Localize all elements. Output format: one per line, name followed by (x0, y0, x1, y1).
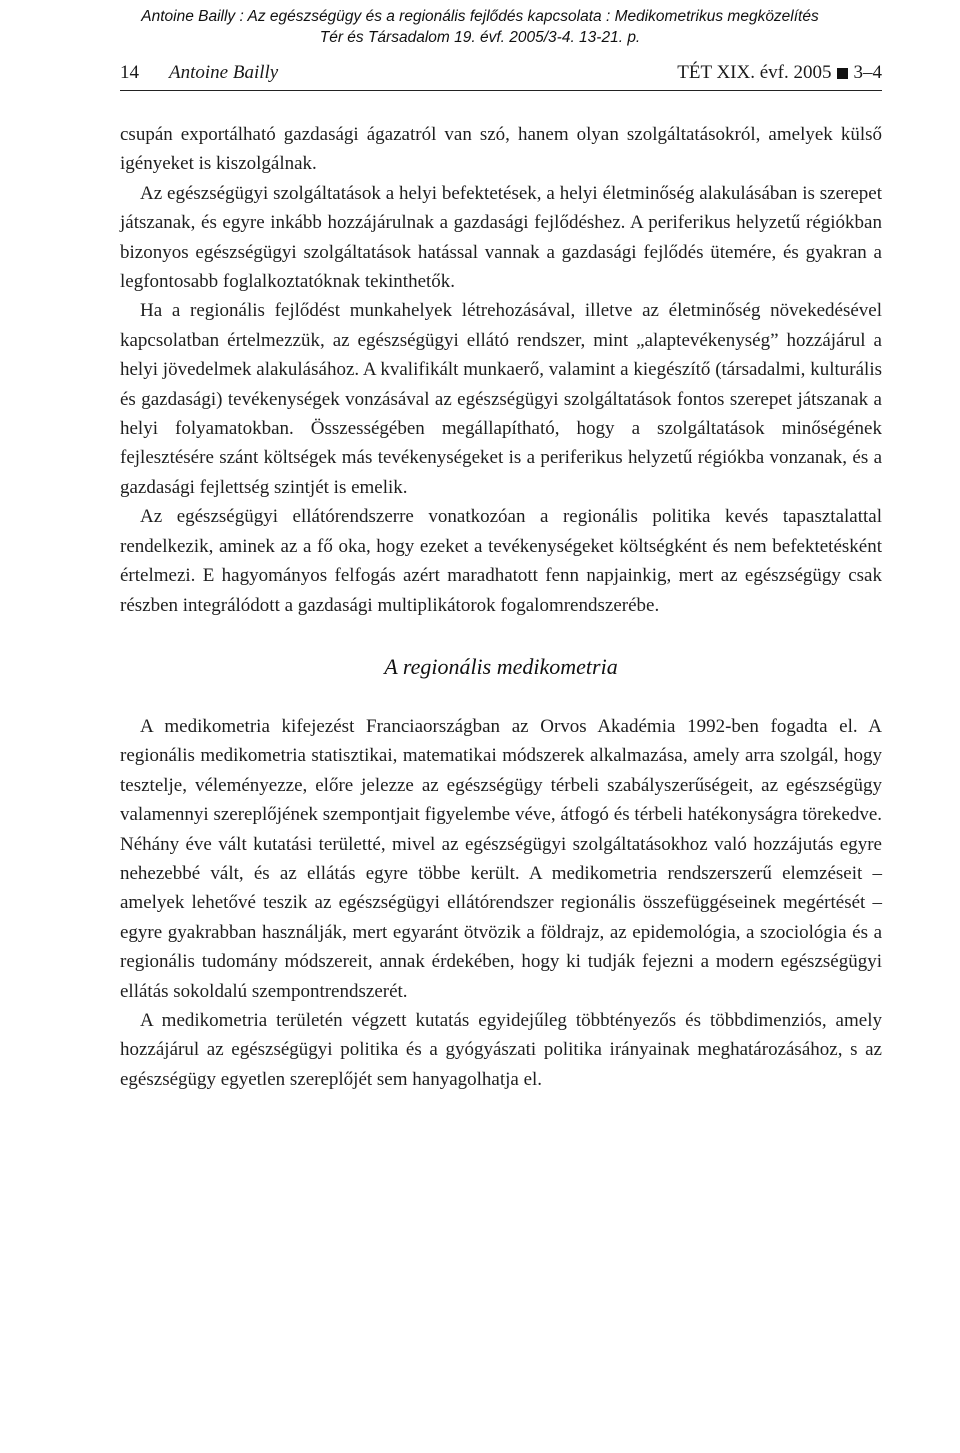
paragraph: Ha a regionális fejlődést munkahelyek létrehozásával, illetve az életminőség növekedésével kapcsolatban értelmezzük, az egészségügyi ellátó rendszer, mint „alaptevékenység” hozzájárul a helyi jövedelmek alakulásához. A kvalifikált munkaerő, valamint a kiegészítő (társadalmi, kulturális és gazdasági) tevékenységek vonzásával az egészségügyi szolgáltatások fontos szerepet játszanak a helyi folyamatokban. Összességében megállapítható, hogy a szolgáltatások minőségének fejlesztésére szánt költségek más tevékenységeket is a periferikus helyzetű régiókba vonzanak, és a gazdasági fejlettség szintjét is emelik. (120, 300, 882, 498)
journal-issue: 3–4 (853, 62, 882, 83)
paragraph: A medikometria kifejezést Franciaországban az Orvos Akadémia 1992-ben fogadta el. A regionális medikometria statisztikai, matematikai módszerek alkalmazása, amely arra szolgál, hogy tesztelje, véleményezze, előre jelezze az egészségügy térbeli szabályszerűségeit, az egészségügy valamennyi szereplőjének szempontjait figyelembe véve, átfogó és térbeli hatékonyságra törekedve. Néhány éve vált kutatási területté, mivel az egészségügyi szolgáltatásokhoz való hozzájutás egyre nehezebbé vált, és az ellátás egyre többe került. A medikometria rendszerszerű elemzéseit – amelyek lehetővé teszik az egészségügyi ellátórendszer regionális összefüggéseinek megértését – egyre gyakrabban használják, mert egyaránt ötvözik a földrajz, az epidemológia, a szociológia és a regionális tudomány módszereit, annak érdekében, hogy ki tudják fejezni a modern egészségügyi ellátás sokoldalú szempontrendszerét. (120, 715, 882, 1002)
journal-name: TÉT XIX. évf. 2005 (677, 62, 832, 83)
page-number: 14 (120, 62, 139, 83)
running-head-left (120, 62, 278, 84)
citation-header (0, 6, 960, 48)
running-head (120, 62, 882, 91)
square-bullet-icon (837, 68, 848, 79)
paragraph: csupán exportálható gazdasági ágazatról van szó, hanem olyan szolgáltatásokról, amelyek külső igényeket is kiszolgálnak. (120, 124, 882, 175)
paragraph: A medikometria területén végzett kutatás egyidejűleg többtényezős és többdimenziós, amely hozzájárul az egészségügyi politika és a gyógyászati politika irányainak meghatározásához, s az egészségügy egyetlen szereplőjét sem hanyagolhatja el. (120, 1009, 882, 1090)
citation-line-1: Antoine Bailly : Az egészségügy és a regionális fejlődés kapcsolata : Medikometrikus megközelítés (141, 8, 819, 25)
paragraph: Az egészségügyi szolgáltatások a helyi befektetések, a helyi életminőség alakulásában is szerepet játszanak, és egyre inkább hozzájárulnak a gazdasági fejlődéshez. A periferikus helyzetű régiókban bizonyos egészségügyi szolgáltatások hatással vannak a gazdasági fejlődés ütemére, és gyakran a legfontosabb foglalkoztatóknak tekinthetők. (120, 182, 882, 293)
paragraph: Az egészségügyi ellátórendszerre vonatkozóan a regionális politika kevés tapasztalattal rendelkezik, aminek az a fő oka, hogy ezeket a tevékenységeket költségként és nem befektetésként értelmezi. E hagyományos felfogás azért maradhatott fenn napjainkig, mert az egészségügy csak részben integrálódott a gazdasági multiplikátorok fogalomrendszerébe. (120, 506, 882, 616)
citation-line-2: Tér és Társadalom 19. évf. 2005/3-4. 13-21. p. (319, 29, 641, 46)
running-head-author: Antoine Bailly (169, 62, 279, 83)
section-title: A regionális medikometria (384, 653, 618, 679)
running-head-right (677, 62, 882, 84)
article-body (120, 120, 882, 1094)
